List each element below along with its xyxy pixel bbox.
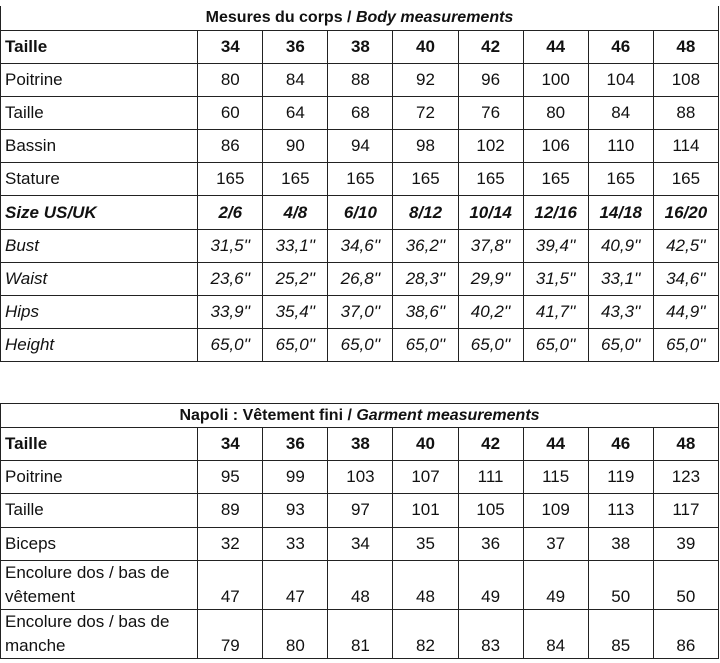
row-label: Poitrine <box>1 63 198 96</box>
cell-value: 94 <box>328 130 393 163</box>
cell-value: 36,2'' <box>393 229 458 262</box>
cell-value: 39,4'' <box>523 229 588 262</box>
cell-value: 84 <box>588 96 653 129</box>
cell-value: 85 <box>588 609 653 658</box>
cell-value: 33,9'' <box>198 296 263 329</box>
cell-value: 33 <box>263 527 328 560</box>
cell-value: 101 <box>393 494 458 527</box>
cell-value: 100 <box>523 63 588 96</box>
body-title-en: Body measurements <box>355 8 514 26</box>
us-size-header: 8/12 <box>393 196 458 229</box>
cell-value: 90 <box>263 130 328 163</box>
cell-value: 165 <box>588 163 653 196</box>
us-size-header: 4/8 <box>263 196 328 229</box>
cell-value: 165 <box>458 163 523 196</box>
cell-value: 96 <box>458 63 523 96</box>
cell-value: 103 <box>328 461 393 494</box>
row-label: Encolure dos / bas de vêtement <box>1 560 198 609</box>
cell-value: 119 <box>588 461 653 494</box>
row-label: Biceps <box>1 527 198 560</box>
size-header: 38 <box>328 428 393 461</box>
table-row <box>1 527 719 560</box>
table-row <box>1 63 719 96</box>
cell-value: 97 <box>328 494 393 527</box>
garment-header-row <box>1 428 719 461</box>
cell-value: 165 <box>393 163 458 196</box>
cell-value: 47 <box>198 560 263 609</box>
us-size-header: 2/6 <box>198 196 263 229</box>
cell-value: 76 <box>458 96 523 129</box>
row-label: Hips <box>1 296 198 329</box>
us-size-header: 6/10 <box>328 196 393 229</box>
cell-value: 44,9'' <box>653 296 718 329</box>
cell-value: 28,3'' <box>393 262 458 295</box>
row-label: Stature <box>1 163 198 196</box>
table-row <box>1 96 719 129</box>
cell-value: 47 <box>263 560 328 609</box>
table-row <box>1 296 719 329</box>
cell-value: 107 <box>393 461 458 494</box>
cell-value: 31,5'' <box>523 262 588 295</box>
cell-value: 41,7'' <box>523 296 588 329</box>
cell-value: 83 <box>458 609 523 658</box>
cell-value: 40,9'' <box>588 229 653 262</box>
cell-value: 68 <box>328 96 393 129</box>
size-header: 48 <box>653 30 718 63</box>
cell-value: 32 <box>198 527 263 560</box>
cell-value: 49 <box>523 560 588 609</box>
cell-value: 80 <box>523 96 588 129</box>
cell-value: 165 <box>328 163 393 196</box>
size-header: 46 <box>588 428 653 461</box>
cell-value: 114 <box>653 130 718 163</box>
us-size-header: 16/20 <box>653 196 718 229</box>
cell-value: 65,0'' <box>653 329 718 362</box>
cell-value: 65,0'' <box>328 329 393 362</box>
cell-value: 117 <box>653 494 718 527</box>
header-label: Taille <box>1 30 198 63</box>
cell-value: 84 <box>263 63 328 96</box>
cell-value: 80 <box>198 63 263 96</box>
cell-value: 34,6'' <box>328 229 393 262</box>
table-row <box>1 609 719 658</box>
body-header-row <box>1 30 719 63</box>
cell-value: 33,1'' <box>263 229 328 262</box>
cell-value: 35 <box>393 527 458 560</box>
body-table-title <box>1 6 719 30</box>
cell-value: 105 <box>458 494 523 527</box>
garment-title-en: Garment measurements <box>356 406 540 424</box>
cell-value: 110 <box>588 130 653 163</box>
size-header: 36 <box>263 428 328 461</box>
table-row <box>1 329 719 362</box>
cell-value: 26,8'' <box>328 262 393 295</box>
cell-value: 88 <box>328 63 393 96</box>
size-header: 34 <box>198 30 263 63</box>
cell-value: 82 <box>393 609 458 658</box>
cell-value: 113 <box>588 494 653 527</box>
cell-value: 65,0'' <box>263 329 328 362</box>
cell-value: 65,0'' <box>458 329 523 362</box>
us-size-header: 12/16 <box>523 196 588 229</box>
cell-value: 31,5'' <box>198 229 263 262</box>
us-size-header: 10/14 <box>458 196 523 229</box>
cell-value: 37 <box>523 527 588 560</box>
cell-value: 48 <box>393 560 458 609</box>
cell-value: 95 <box>198 461 263 494</box>
cell-value: 115 <box>523 461 588 494</box>
table-row <box>1 163 719 196</box>
size-header: 42 <box>458 30 523 63</box>
table-row <box>1 130 719 163</box>
cell-value: 37,8'' <box>458 229 523 262</box>
cell-value: 123 <box>653 461 718 494</box>
cell-value: 65,0'' <box>393 329 458 362</box>
cell-value: 89 <box>198 494 263 527</box>
size-header: 48 <box>653 428 718 461</box>
cell-value: 99 <box>263 461 328 494</box>
cell-value: 165 <box>523 163 588 196</box>
cell-value: 165 <box>198 163 263 196</box>
cell-value: 65,0'' <box>523 329 588 362</box>
cell-value: 36 <box>458 527 523 560</box>
us-header-row <box>1 196 719 229</box>
cell-value: 86 <box>653 609 718 658</box>
garment-title-fr: Napoli : Vêtement fini / <box>179 406 357 424</box>
row-label: Bust <box>1 229 198 262</box>
size-header: 34 <box>198 428 263 461</box>
size-header: 38 <box>328 30 393 63</box>
cell-value: 86 <box>198 130 263 163</box>
cell-value: 111 <box>458 461 523 494</box>
cell-value: 79 <box>198 609 263 658</box>
body-title-fr: Mesures du corps / <box>205 8 356 26</box>
cell-value: 165 <box>653 163 718 196</box>
row-label: Poitrine <box>1 461 198 494</box>
cell-value: 33,1'' <box>588 262 653 295</box>
size-header: 46 <box>588 30 653 63</box>
cell-value: 43,3'' <box>588 296 653 329</box>
cell-value: 109 <box>523 494 588 527</box>
cell-value: 50 <box>653 560 718 609</box>
size-header: 44 <box>523 30 588 63</box>
cell-value: 38,6'' <box>393 296 458 329</box>
cell-value: 92 <box>393 63 458 96</box>
row-label: Bassin <box>1 130 198 163</box>
cell-value: 165 <box>263 163 328 196</box>
cell-value: 23,6'' <box>198 262 263 295</box>
garment-table-title <box>1 404 719 428</box>
cell-value: 88 <box>653 96 718 129</box>
cell-value: 35,4'' <box>263 296 328 329</box>
header-label: Taille <box>1 428 198 461</box>
row-label: Encolure dos / bas de manche <box>1 609 198 658</box>
cell-value: 39 <box>653 527 718 560</box>
row-label: Waist <box>1 262 198 295</box>
cell-value: 42,5'' <box>653 229 718 262</box>
garment-measurements-table <box>0 403 719 659</box>
size-header: 44 <box>523 428 588 461</box>
cell-value: 49 <box>458 560 523 609</box>
cell-value: 84 <box>523 609 588 658</box>
cell-value: 102 <box>458 130 523 163</box>
us-header-label: Size US/UK <box>1 196 198 229</box>
cell-value: 25,2'' <box>263 262 328 295</box>
cell-value: 38 <box>588 527 653 560</box>
cell-value: 106 <box>523 130 588 163</box>
size-header: 36 <box>263 30 328 63</box>
cell-value: 64 <box>263 96 328 129</box>
table-row <box>1 229 719 262</box>
table-row <box>1 560 719 609</box>
cell-value: 108 <box>653 63 718 96</box>
cell-value: 80 <box>263 609 328 658</box>
cell-value: 98 <box>393 130 458 163</box>
size-header: 40 <box>393 30 458 63</box>
row-label: Taille <box>1 494 198 527</box>
cell-value: 104 <box>588 63 653 96</box>
body-measurements-table <box>0 6 719 362</box>
row-label: Taille <box>1 96 198 129</box>
cell-value: 65,0'' <box>198 329 263 362</box>
size-header: 42 <box>458 428 523 461</box>
cell-value: 81 <box>328 609 393 658</box>
size-header: 40 <box>393 428 458 461</box>
cell-value: 93 <box>263 494 328 527</box>
table-row <box>1 262 719 295</box>
cell-value: 72 <box>393 96 458 129</box>
cell-value: 29,9'' <box>458 262 523 295</box>
cell-value: 37,0'' <box>328 296 393 329</box>
table-row <box>1 461 719 494</box>
cell-value: 40,2'' <box>458 296 523 329</box>
row-label: Height <box>1 329 198 362</box>
cell-value: 34,6'' <box>653 262 718 295</box>
cell-value: 60 <box>198 96 263 129</box>
cell-value: 65,0'' <box>588 329 653 362</box>
cell-value: 48 <box>328 560 393 609</box>
table-row <box>1 494 719 527</box>
cell-value: 34 <box>328 527 393 560</box>
us-size-header: 14/18 <box>588 196 653 229</box>
cell-value: 50 <box>588 560 653 609</box>
